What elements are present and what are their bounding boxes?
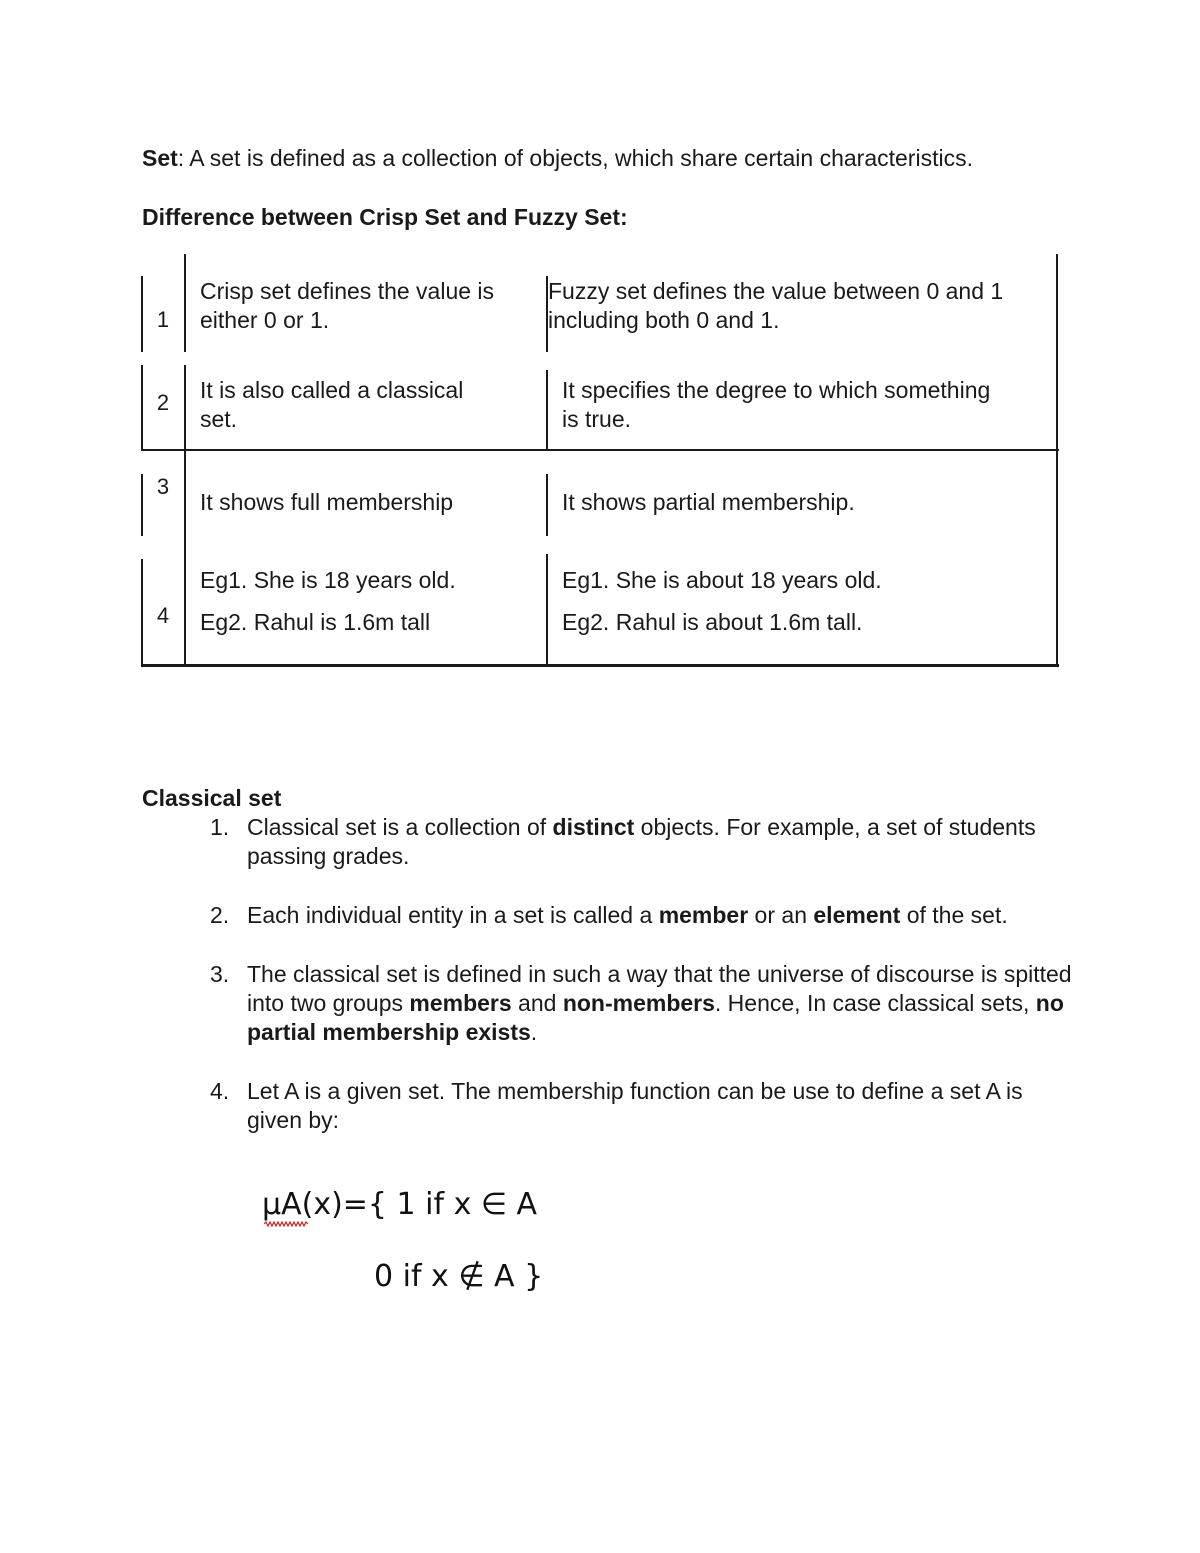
membership-formula-line-1: μA(x)={ 1 if x ∈ A: [262, 1187, 538, 1222]
cell-line: It is also called a classical: [200, 377, 464, 403]
cell-line: Eg1. She is about 18 years old.: [562, 567, 882, 593]
fuzzy-cell: It shows partial membership.: [562, 489, 855, 515]
table-border: [184, 254, 186, 352]
list-text: Classical set is a collection of: [247, 814, 553, 840]
table-border: [546, 554, 548, 666]
list-marker: 1.: [210, 814, 230, 840]
cell-line: Eg1. She is 18 years old.: [200, 567, 456, 593]
crisp-cell: [200, 277, 494, 335]
list-text-bold: member: [658, 902, 749, 928]
cell-line: Fuzzy set defines the value between 0 and 1: [548, 278, 1004, 304]
list-text-bold: element: [813, 902, 901, 928]
crisp-cell: [200, 376, 463, 434]
fuzzy-cell: [562, 559, 882, 643]
list-item: [142, 1077, 1072, 1135]
list-item: [142, 813, 1072, 871]
list-text-bold: no partial membership exists: [247, 990, 1064, 1045]
table-border: [141, 449, 1059, 451]
list-item: [142, 960, 1072, 1047]
list-text: . Hence, In case classical sets,: [714, 990, 1036, 1016]
cell-line: is true.: [562, 406, 632, 432]
cell-line: Crisp set defines the value is: [200, 278, 495, 304]
list-text: .: [530, 1019, 538, 1045]
list-text: and: [511, 990, 563, 1016]
set-term: Set: [142, 145, 178, 171]
crisp-cell: It shows full membership: [200, 489, 454, 515]
fuzzy-cell: [562, 376, 990, 434]
list-text-bold: distinct: [552, 814, 635, 840]
row-number: 1: [156, 307, 170, 332]
fuzzy-cell: [548, 277, 1003, 335]
comparison-table: [141, 254, 1059, 666]
cell-line: Eg2. Rahul is 1.6m tall: [200, 609, 431, 635]
list-marker: 3.: [210, 961, 230, 987]
list-marker: 4.: [210, 1078, 230, 1104]
list-text-bold: members: [409, 990, 512, 1016]
comparison-heading: Difference between Crisp Set and Fuzzy Set:: [142, 204, 628, 230]
row-number: 4: [156, 603, 170, 628]
crisp-cell: [200, 559, 456, 643]
list-text: Each individual entity in a set is called a: [247, 902, 659, 928]
list-text: of the set.: [900, 902, 1008, 928]
list-text-bold: non-members: [562, 990, 715, 1016]
list-text: objects. For example, a set of students passing grades.: [247, 814, 1036, 869]
list-text: or an: [748, 902, 814, 928]
list-item: [142, 901, 1072, 930]
list-text: Let A is a given set. The membership function can be use to define a set A is given by:: [247, 1078, 1023, 1133]
list-marker: 2.: [210, 902, 230, 928]
table-border: [141, 664, 1059, 667]
list-text: The classical set is defined in such a way that the universe of discourse is spitted into two groups: [247, 961, 1072, 1016]
table-border: [546, 474, 548, 536]
membership-formula-line-2: 0 if x ∉ A }: [374, 1259, 544, 1294]
cell-line: including both 0 and 1.: [548, 307, 780, 333]
cell-line: It specifies the degree to which something: [562, 377, 991, 403]
row-number: 2: [156, 390, 170, 415]
classical-set-list: [142, 813, 1072, 1165]
row-number: 3: [156, 474, 170, 499]
spellcheck-underline: [264, 1221, 308, 1227]
set-definition-text: : A set is defined as a collection of objects, which share certain characteristics.: [177, 145, 973, 171]
cell-line: either 0 or 1.: [200, 307, 330, 333]
table-border: [1056, 254, 1058, 666]
set-definition: [142, 143, 973, 173]
cell-line: Eg2. Rahul is about 1.6m tall.: [562, 609, 863, 635]
table-border: [546, 370, 548, 450]
classical-set-title: Classical set: [142, 785, 282, 811]
cell-line: set.: [200, 406, 238, 432]
